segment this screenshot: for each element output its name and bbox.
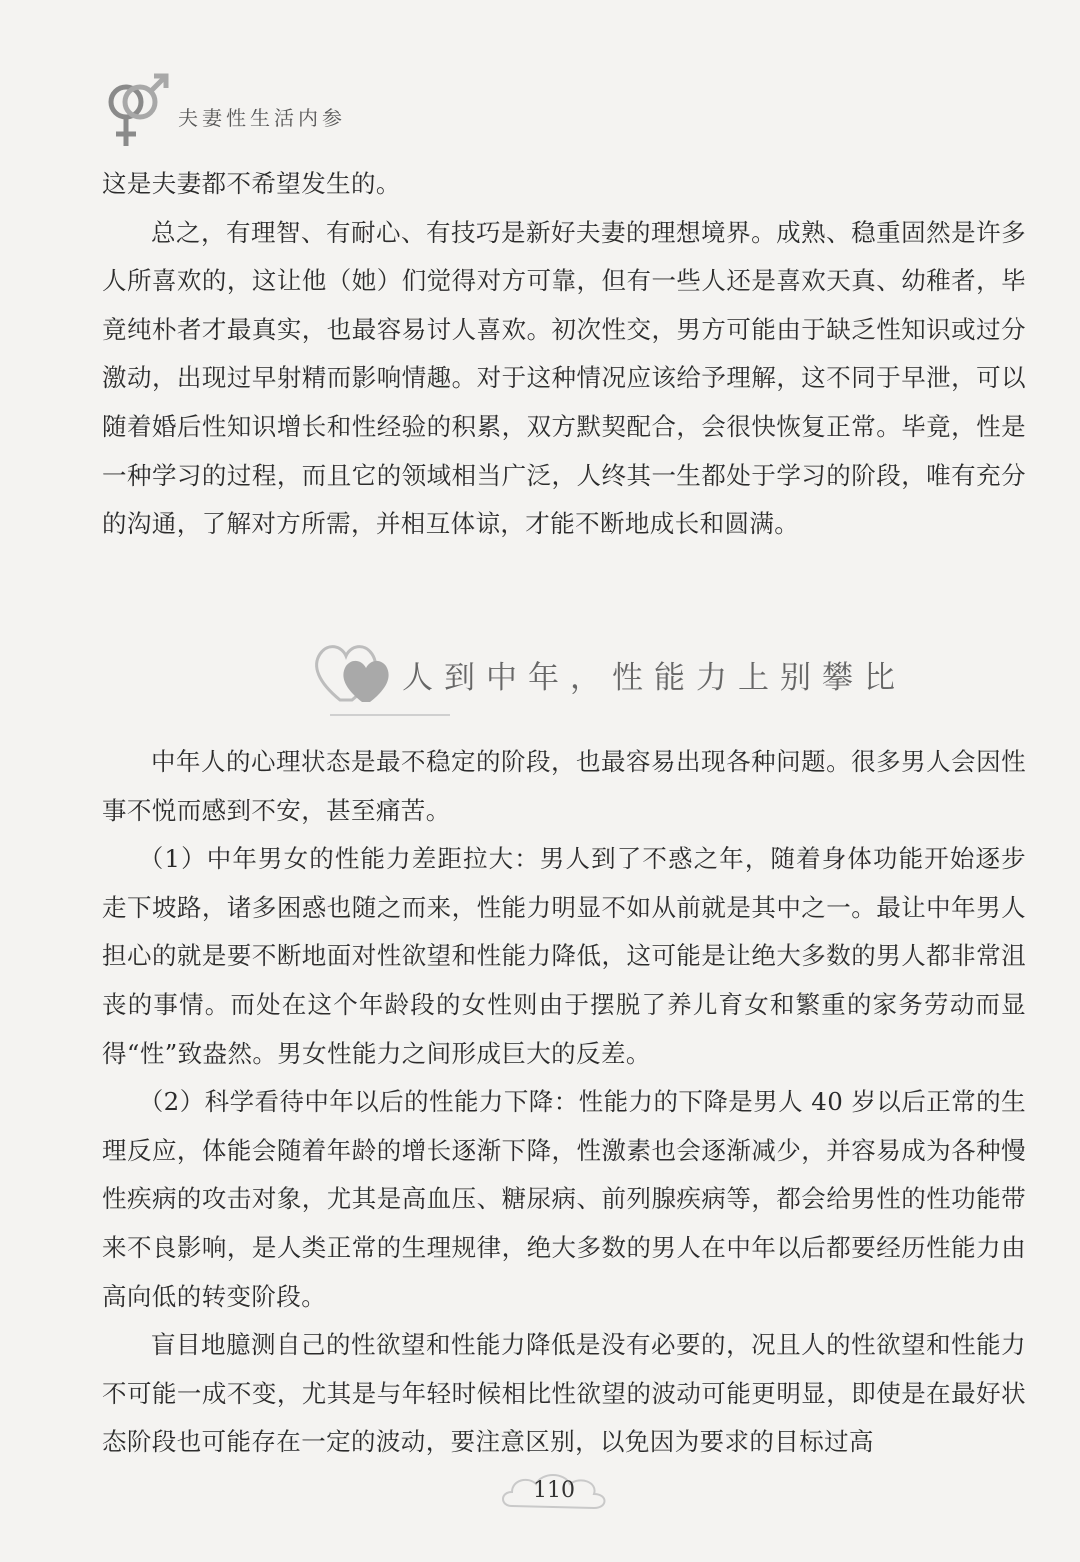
paragraph: （1）中年男女的性能力差距拉大：男人到了不惑之年，随着身体功能开始逐步走下坡路，诸多困惑也随之而来，性能力明显不如从前就是其中之一。最让中年男人担心的就是要不断地面对性欲望和性能力降低，这可能是让绝大多数的男人都非常沮丧的事情。而处在这个年龄段的女性则由于摆脱了养儿育女和繁重的家务劳动而显得“性”致盎然。男女性能力之间形成巨大的反差。 [102, 844, 1026, 1068]
running-header-title: 夫妻性生活内参 [178, 106, 346, 130]
paragraph: 总之，有理智、有耐心、有技巧是新好夫妻的理想境界。成熟、稳重固然是许多人所喜欢的，这让他（她）们觉得对方可靠，但有一些人还是喜欢天真、幼稚者，毕竟纯朴者才最真实，也最容易讨人喜欢。初次性交，男方可能由于缺乏性知识或过分激动，出现过早射精而影响情趣。对于这种情况应该给予理解，这不同于早泄，可以随着婚后性知识增长和性经验的积累，双方默契配合，会很快恢复正常。毕竟，性是一种学习的过程，而且它的领域相当广泛，人终其一生都处于学习的阶段，唯有充分的沟通，了解对方所需，并相互体谅，才能不断地成长和圆满。 [102, 217, 1026, 539]
section-2-text [102, 738, 1026, 1467]
section-heading [310, 628, 906, 728]
section-1-text [102, 160, 1026, 549]
paragraph: 中年人的心理状态是最不稳定的阶段，也最容易出现各种问题。很多男人会因性事不悦而感到不安，甚至痛苦。 [102, 747, 1026, 825]
hearts-icon [310, 628, 400, 712]
section-heading-text: 人到中年，性能力上别攀比 [402, 660, 906, 696]
running-header [100, 72, 500, 152]
gender-symbols-icon [100, 72, 172, 150]
page-number: 110 [533, 1478, 575, 1503]
page-footer [494, 1464, 614, 1520]
paragraph: 这是夫妻都不希望发生的。 [102, 169, 401, 198]
paragraph: （2）科学看待中年以后的性能力下降：性能力的下降是男人 40 岁以后正常的生理反应，体能会随着年龄的增长逐渐下降，性激素也会逐渐减少，并容易成为各种慢性疾病的攻击对象，尤其是高血压、糖尿病、前列腺疾病等，都会给男性的性功能带来不良影响，是人类正常的生理规律，绝大多数的男人在中年以后都要经历性能力由高向低的转变阶段。 [102, 1087, 1026, 1311]
paragraph: 盲目地臆测自己的性欲望和性能力降低是没有必要的，况且人的性欲望和性能力不可能一成不变，尤其是与年轻时候相比性欲望的波动可能更明显，即使是在最好状态阶段也可能存在一定的波动，要注意区别，以免因为要求的目标过高 [102, 1330, 1026, 1457]
heading-underline [330, 714, 450, 716]
